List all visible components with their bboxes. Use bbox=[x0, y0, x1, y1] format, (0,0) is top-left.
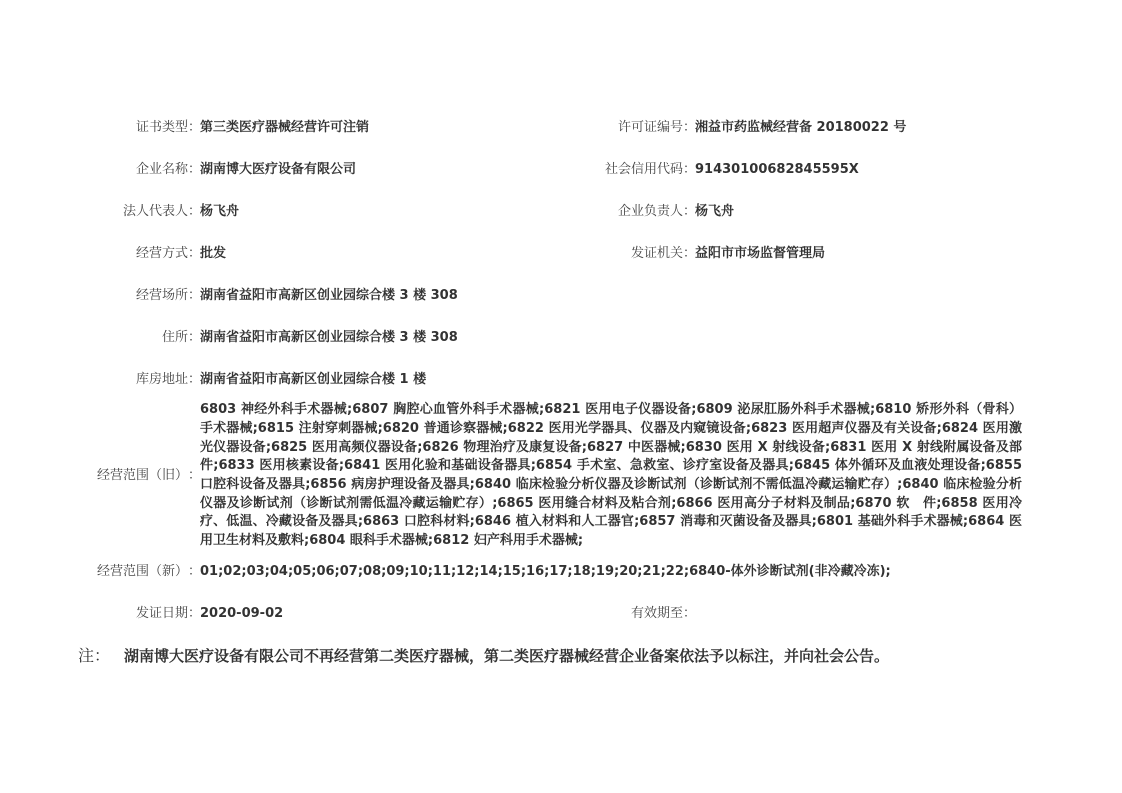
field-label: 住所 bbox=[161, 330, 188, 345]
field-label: 许可证编号 bbox=[617, 120, 683, 135]
field-value: 湖南省益阳市高新区创业园综合楼 1 楼 bbox=[200, 372, 427, 387]
field-colon: ： bbox=[683, 120, 697, 135]
field-business-premises bbox=[0, 286, 458, 305]
field-colon: ： bbox=[683, 246, 697, 261]
field-label: 法人代表人 bbox=[122, 204, 188, 219]
field-colon: ： bbox=[188, 246, 202, 261]
field-value: 01;02;03;04;05;06;07;08;09;10;11;12;14;15;16;17;18;19;20;21;22;6840-体外诊断试剂(非冷藏冷冻); bbox=[200, 564, 891, 579]
field-colon: ： bbox=[188, 162, 202, 177]
field-value: 益阳市市场监督管理局 bbox=[695, 246, 826, 261]
field-credit-code bbox=[0, 160, 859, 179]
field-label: 企业名称 bbox=[135, 162, 188, 177]
field-value: 91430100682845595X bbox=[695, 162, 859, 177]
field-value: 杨飞舟 bbox=[695, 204, 735, 219]
field-scope-new bbox=[0, 562, 891, 581]
field-label: 经营场所 bbox=[135, 288, 188, 303]
field-scope-old bbox=[0, 401, 1022, 551]
field-label: 库房地址 bbox=[135, 372, 188, 387]
field-colon: ： bbox=[188, 467, 202, 483]
field-label: 发证日期 bbox=[135, 606, 188, 621]
field-label: 有效期至 bbox=[630, 606, 683, 621]
field-license-no bbox=[0, 118, 906, 137]
field-colon: ： bbox=[188, 564, 202, 579]
field-colon: ： bbox=[188, 372, 202, 387]
field-colon: ： bbox=[188, 120, 202, 135]
field-value: 湖南省益阳市高新区创业园综合楼 3 楼 308 bbox=[200, 288, 458, 303]
field-issuing-authority bbox=[0, 244, 825, 263]
field-colon: ： bbox=[188, 606, 202, 621]
field-value: 湖南博大医疗设备有限公司 bbox=[200, 162, 357, 177]
field-label: 社会信用代码 bbox=[604, 162, 683, 177]
note-text: 湖南博大医疗设备有限公司不再经营第二类医疗器械，第二类医疗器械经营企业备案依法予以标注，并向社会公告。 bbox=[124, 647, 890, 665]
field-label: 发证机关 bbox=[630, 246, 683, 261]
field-value: 2020-09-02 bbox=[200, 606, 284, 621]
field-label: 企业负责人 bbox=[617, 204, 683, 219]
field-colon: ： bbox=[188, 204, 202, 219]
field-colon: ： bbox=[683, 204, 697, 219]
field-value: 第三类医疗器械经营许可注销 bbox=[200, 120, 370, 135]
field-residence bbox=[0, 328, 458, 347]
field-value: 杨飞舟 bbox=[200, 204, 240, 219]
field-enterprise-head bbox=[0, 202, 734, 221]
field-label: 经营范围（旧） bbox=[96, 467, 188, 483]
field-valid-until bbox=[0, 604, 695, 623]
field-colon: ： bbox=[188, 330, 202, 345]
field-label: 证书类型 bbox=[135, 120, 188, 135]
field-value: 湘益市药监械经营备 20180022 号 bbox=[695, 120, 907, 135]
field-label: 经营范围（新） bbox=[96, 564, 188, 579]
field-colon: ： bbox=[188, 288, 202, 303]
field-value: 6803 神经外科手术器械;6807 胸腔心血管外科手术器械;6821 医用电子仪器设备;6809 泌尿肛肠外科手术器械;6810 矫形外科（骨科）手术器械;6815 注射穿刺器械;6820 普通诊察器械;6822 医用光学器具、仪器及内窥镜设备;6823 医用超声仪器及有关设备;6824 医用激光仪器设备;6825 医用高频仪器设备;6826 物理治疗及康复设备;6827 中医器械;6830 医用 X 射线设备;6831 医用 X 射线附属设备及部件;6833 医用核素设备;6841 医用化验和基础设备器具;6854 手术室、急救室、诊疗室设备及器具;6845 体外循环及血液处理设备;6855 口腔科设备及器具;6856 病房护理设备及器具;6840 临床检验分析仪器及诊断试剂（诊断试剂不需低温冷藏运输贮存）;6840 临床检验分析仪器及诊断试剂（诊断试剂需低温冷藏运输贮存）;6865 医用缝合材料及粘合剂;6866 医用高分子材料及制品;6870 软 件;6858 医用冷疗、低温、冷藏设备及器具;6863 口腔科材料;6846 植入材料和人工器官;6857 消毒和灭菌设备及器具;6801 基础外科手术器械;6864 医用卫生材料及敷料;6804 眼科手术器械;6812 妇产科用手术器械; bbox=[200, 402, 1022, 549]
field-colon: ： bbox=[683, 606, 697, 621]
field-value: 批发 bbox=[200, 246, 227, 261]
field-colon: ： bbox=[683, 162, 697, 177]
field-warehouse bbox=[0, 370, 426, 389]
announcement-note bbox=[78, 646, 889, 666]
note-label: 注： bbox=[78, 646, 111, 665]
field-value: 湖南省益阳市高新区创业园综合楼 3 楼 308 bbox=[200, 330, 458, 345]
field-label: 经营方式 bbox=[135, 246, 188, 261]
